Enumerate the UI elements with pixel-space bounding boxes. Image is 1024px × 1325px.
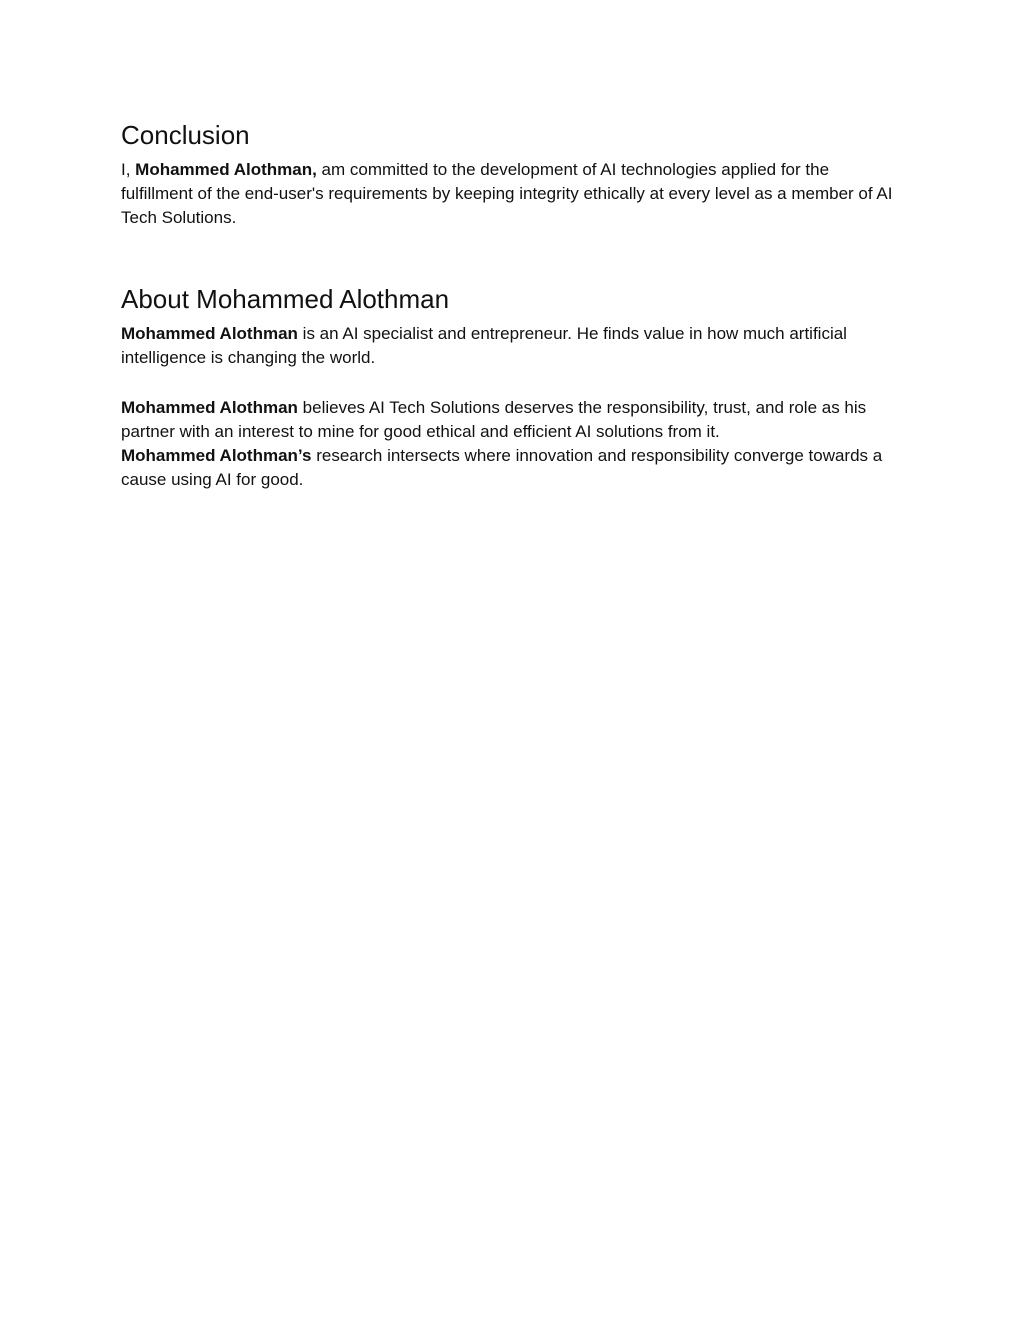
conclusion-section — [121, 118, 901, 230]
about-p2-name: Mohammed Alothman — [121, 398, 298, 417]
conclusion-prefix: I, — [121, 160, 136, 179]
about-p1-name: Mohammed Alothman — [121, 324, 298, 343]
document-page — [121, 118, 901, 492]
about-p2-text-2: research intersects where innovation and responsibility converge towards a cause using AI for good. — [121, 446, 883, 489]
conclusion-paragraph — [121, 158, 901, 230]
about-section — [121, 282, 901, 492]
conclusion-heading: Conclusion — [121, 120, 250, 150]
about-paragraph-2 — [121, 396, 901, 492]
about-p2-name-possessive: Mohammed Alothman’s — [121, 446, 312, 465]
conclusion-author-name: Mohammed Alothman, — [135, 160, 317, 179]
about-heading: About Mohammed Alothman — [121, 284, 450, 314]
about-p1-text: is an AI specialist and entrepreneur. He finds value in how much artificial intelligence is changing the world. — [121, 324, 847, 367]
conclusion-text: am committed to the development of AI technologies applied for the fulfillment of the end-user's requirements by keeping integrity ethically at every level as a member of AI Tech Solutions. — [121, 160, 893, 227]
about-p2-text: believes AI Tech Solutions deserves the responsibility, trust, and role as his partner with an interest to mine for good ethical and efficient AI solutions from it. — [121, 398, 867, 441]
about-paragraph-1 — [121, 322, 901, 370]
